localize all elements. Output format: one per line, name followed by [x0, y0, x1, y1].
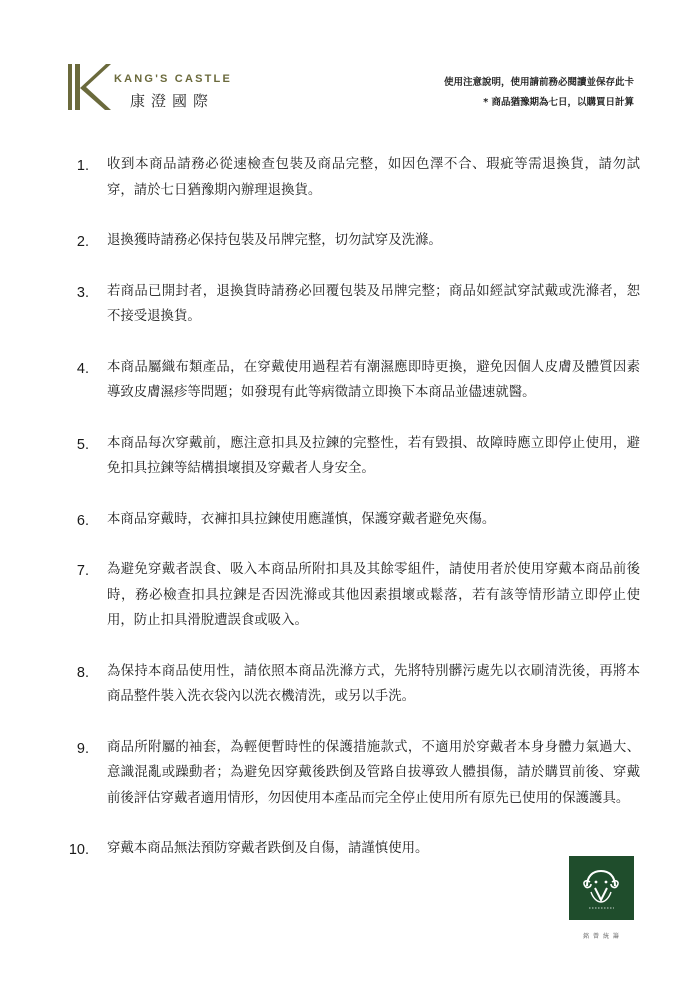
rule-text: 本商品每次穿戴前，應注意扣具及拉鍊的完整性，若有毀損、故障時應立即停止使用，避免扣具拉鍊等結構損壞損及穿戴者人身安全。	[107, 435, 640, 476]
rule-text: 收到本商品請務必從速檢查包裝及商品完整，如因色澤不合、瑕疵等需退換貨，請勿試穿，請於七日猶豫期內辦理退換貨。	[107, 157, 640, 198]
rule-item	[0, 355, 700, 406]
brand-name-zh: 康澄國際	[130, 92, 215, 110]
rule-text: 商品所附屬的袖套，為輕便暫時性的保護措施款式，不適用於穿戴者本身身體力氣過大、意識混亂或躁動者；為避免因穿戴後跌倒及管路自拔導致人體損傷，請於購買前後、穿戴前後評估穿戴者適用情形，勿因使用本產品而完全停止使用所有原先已使用的保護護具。	[107, 739, 640, 806]
rule-item	[0, 735, 700, 812]
brand-badge-logo	[569, 856, 634, 920]
brand-name-en: KANG'S CASTLE	[114, 73, 232, 85]
rule-number: 5.	[76, 436, 89, 453]
rule-number: 8.	[76, 664, 89, 681]
rule-number: 6.	[76, 512, 89, 529]
rule-item	[0, 279, 700, 330]
badge-caption: 銘 曾 統 籌	[583, 933, 620, 940]
rule-number: 7.	[76, 563, 89, 579]
usage-rules-list	[0, 152, 700, 887]
rule-text: 穿戴本商品無法預防穿戴者跌倒及自傷，請謹慎使用。	[107, 841, 429, 856]
kangs-castle-logo	[66, 64, 112, 112]
rule-text: 本商品屬織布類產品，在穿戴使用過程若有潮濕應即時更換，避免因個人皮膚及體質因素導致皮膚濕疹等問題；如發現有此等病徵請立即換下本商品並儘速就醫。	[107, 359, 640, 400]
rule-item	[0, 507, 700, 533]
rule-item	[0, 228, 700, 254]
notice-line-2: * 商品猶豫期為七日，以購買日計算	[483, 97, 634, 108]
rule-item	[0, 557, 700, 634]
rule-number: 1.	[76, 158, 89, 174]
rule-text: 本商品穿戴時，衣褲扣具拉鍊使用應謹慎，保護穿戴者避免夾傷。	[107, 511, 496, 527]
rule-text: 為保持本商品使用性，請依照本商品洗滌方式，先將特別髒污處先以衣刷清洗後，再將本商品整件裝入洗衣袋內以洗衣機清洗，或另以手洗。	[107, 663, 640, 704]
rule-text: 退換獲時請務必保持包裝及吊牌完整，切勿試穿及洗滌。	[107, 233, 442, 248]
rule-number: 10.	[68, 842, 89, 858]
rule-text: 為避免穿戴者誤食、吸入本商品所附扣具及其餘零組件，請使用者於使用穿戴本商品前後時，務必檢查扣具拉鍊是否因洗滌或其他因素損壞或鬆落，若有該等情形請立即停止使用，防止扣具滑脫遭誤食或吸入。	[107, 562, 640, 628]
rule-number: 2.	[76, 234, 89, 250]
rule-text: 若商品已開封者，退換貨時請務必回覆包裝及吊牌完整；商品如經試穿試戴或洗滌者，恕不接受退換貨。	[107, 283, 640, 324]
page-header	[0, 0, 700, 130]
notice-line-1: 使用注意說明，使用請前務必閱讀並保存此卡	[443, 77, 634, 88]
usage-notice	[444, 73, 634, 113]
rule-number: 9.	[76, 740, 89, 757]
rule-item	[0, 152, 700, 203]
rule-item	[0, 431, 700, 482]
rule-number: 4.	[76, 360, 89, 377]
rule-number: 3.	[76, 284, 89, 301]
rule-item	[0, 659, 700, 710]
